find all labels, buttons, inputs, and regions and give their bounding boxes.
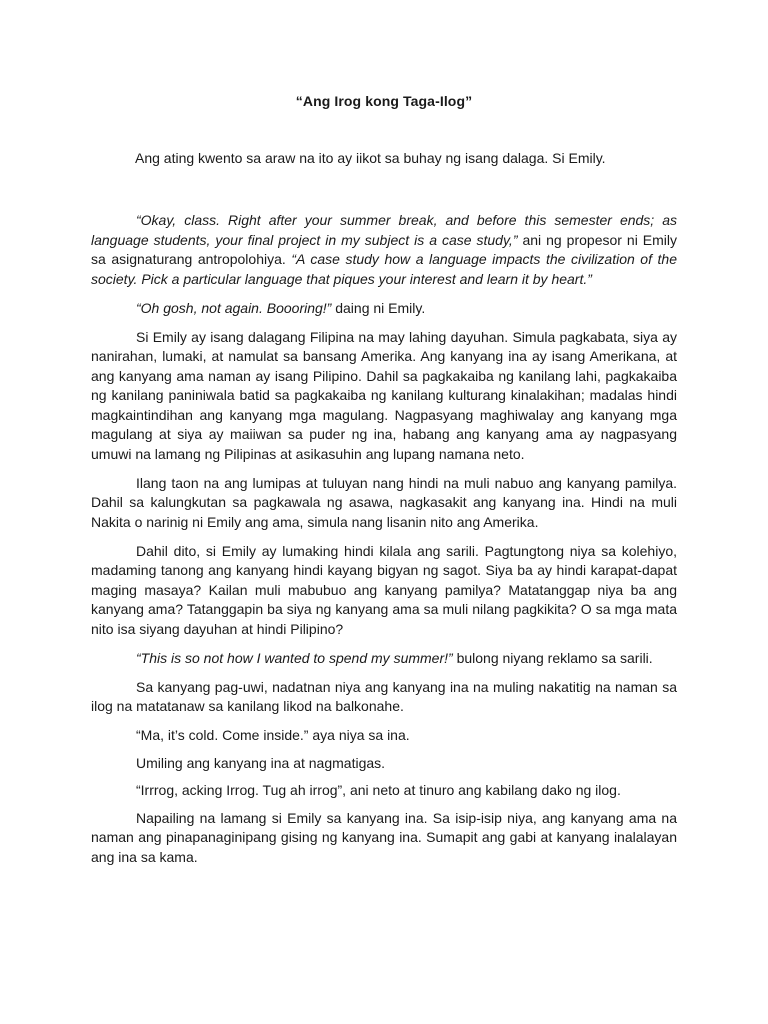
paragraph-2	[91, 299, 677, 319]
paragraph-7: Sa kanyang pag-uwi, nadatnan niya ang kanyang ina na muling nakatitig na naman sa ilog na matatanaw sa kanilang likod na balkonahe.	[91, 678, 677, 714]
story-title: “Ang Irog kong Taga-Ilog”	[295, 93, 473, 109]
paragraph-9: Umiling ang kanyang ina at nagmatigas.	[136, 754, 386, 771]
narration-1: ani ng propesor ni Emily sa asignaturang antropolohiya.	[91, 231, 677, 267]
paragraph-11: Napailing na lamang si Emily sa kanyang ina. Sa isip-isip niya, ang kanyang ama na naman ang pinapanaginipang gising ng kanyang ina. Sumapit ang gabi at kanyang inalalayan ang ina sa kama.	[91, 809, 677, 865]
summer-quote: “This is so not how I wanted to spend my summer!”	[136, 649, 453, 666]
professor-quote-2: “A case study how a language impacts the civilization of the society. Pick a particular language that piques your interest and learn it by heart.”	[91, 251, 677, 287]
paragraph-3: Si Emily ay isang dalagang Filipina na may lahing dayuhan. Simula pagkabata, siya ay nanirahan, lumaki, at namulat sa bansang Amerika. Ang kanyang ina ay isang Amerikana, at ang kanyang ama naman ay isang Pilipino. Dahil sa pagkakaiba ng kanilang lahi, pagkakaiba ng kanilang paniniwala batid sa pagkakaiba ng kanilang kulturang kinalakihan; madalas hindi magkaintindihan ang kanyang mga magulang. Nagpasyang maghiwalay ang kanyang mga magulang at siya ay maiiwan sa puder ng ina, habang ang kanyang ama ay nagpasyang umuwi na lamang ng Pilipinas at asikasuhin ang lupang namana neto.	[91, 328, 677, 462]
narration-6: bulong niyang reklamo sa sarili.	[452, 649, 653, 666]
narration-2: daing ni Emily.	[331, 299, 426, 316]
paragraph-4: Ilang taon na ang lumipas at tuluyan nang hindi na muli nabuo ang kanyang pamilya. Dahil sa kalungkutan sa pagkawala ng asawa, nagkasakit ang kanyang ina. Hindi na muli Nakita o narinig ni Emily ang ama, simula nang lisanin nito ang Amerika.	[91, 474, 677, 530]
emily-quote: “Oh gosh, not again. Boooring!”	[136, 299, 332, 316]
paragraph-8: “Ma, it’s cold. Come inside.” aya niya sa ina.	[136, 727, 410, 743]
paragraph-1	[91, 211, 677, 289]
intro-line: Ang ating kwento sa araw na ito ay iikot sa buhay ng isang dalaga. Si Emily.	[135, 150, 606, 166]
paragraph-6	[91, 649, 677, 669]
story-body	[91, 211, 677, 877]
paragraph-10: “Irrrog, acking Irrog. Tug ah irrog”, ani neto at tinuro ang kabilang dako ng ilog.	[136, 782, 621, 798]
paragraph-5: Dahil dito, si Emily ay lumaking hindi kilala ang sarili. Pagtungtong niya sa kolehiyo, madaming tanong ang kanyang hindi kayang bigyan ng sagot. Siya ba ay hindi karapat-dapat maging masaya? Kailan muli mabubuo ang kanyang pamilya? Matatanggap niya ba ang kanyang ama? Tatanggapin ba siya ng kanyang ama sa muli nilang pagkikita? O sa mga mata nito isa siyang dayuhan at hindi Pilipino?	[91, 542, 677, 637]
professor-quote-1: “Okay, class. Right after your summer break, and before this semester ends; as language students, your final project in my subject is a case study,”	[91, 212, 677, 248]
